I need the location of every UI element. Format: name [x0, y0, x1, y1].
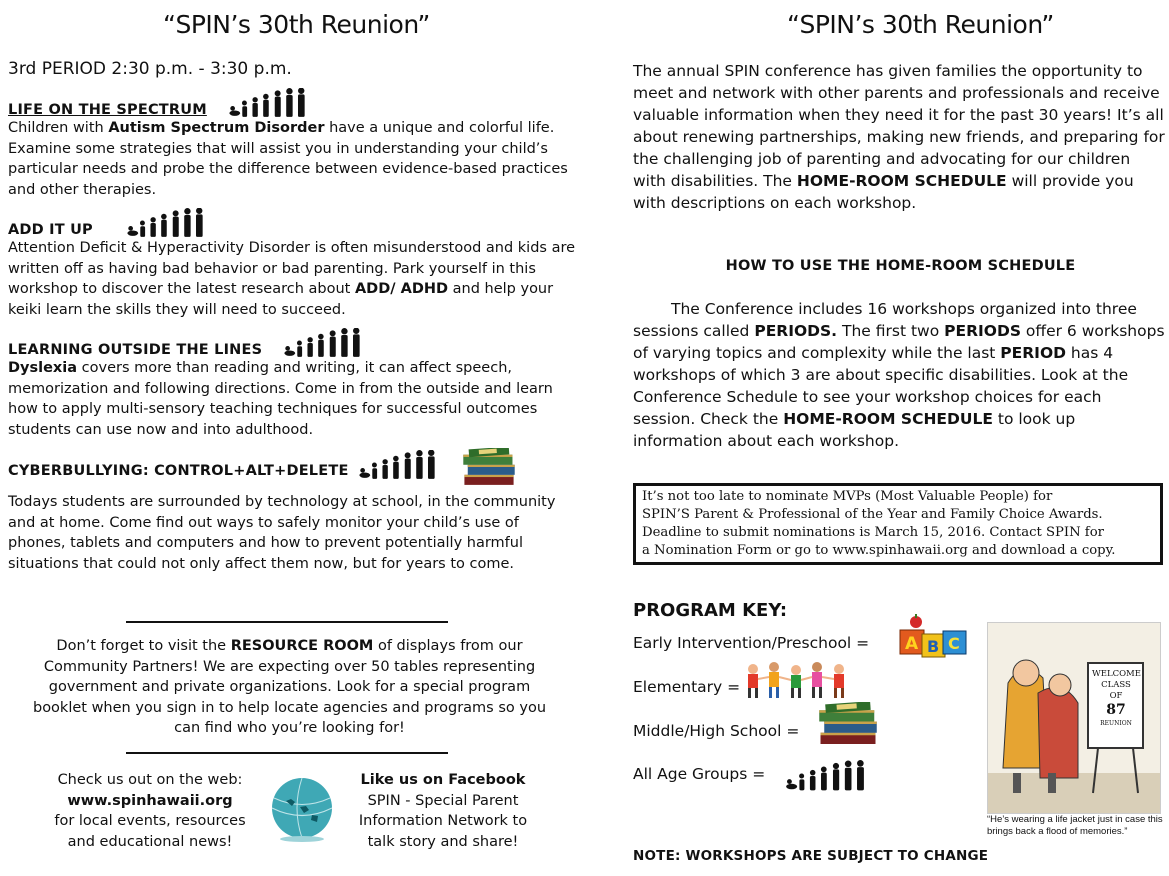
children-playing-icon	[744, 661, 854, 703]
intro-paragraph: The annual SPIN conference has given families the opportunity to meet and network with other parents and professionals and receive valuable information when they need it for the past 30 years! It’s all about renewing partnerships, making new friends, and preparing for the challenging job of parenting and advocating for our children with disabilities. The HOME-ROOM SCHEDULE will provide you with descriptions on each workshop.	[633, 62, 1165, 212]
svg-text:B: B	[927, 637, 940, 656]
workshop-heading: ADD IT UP	[8, 222, 93, 238]
workshop-change-note: NOTE: WORKSHOPS ARE SUBJECT TO CHANGE	[633, 848, 989, 864]
globe-icon	[262, 773, 342, 843]
workshop-life-on-the-spectrum	[8, 88, 578, 200]
divider	[126, 621, 448, 623]
workshop-heading: CYBERBULLYING: CONTROL+ALT+DELETE	[8, 463, 349, 479]
cartoon-sign: WELCOME CLASS OF 87 REUNION	[1092, 669, 1141, 727]
divider	[126, 752, 448, 754]
howto-heading: HOW TO USE THE HOME-ROOM SCHEDULE	[725, 258, 1076, 274]
svg-text:C: C	[948, 634, 960, 653]
workshop-learning-outside-the-lines	[8, 328, 578, 440]
books-icon	[818, 702, 878, 746]
key-elementary: Elementary =	[633, 678, 741, 696]
key-middle-high-school: Middle/High School =	[633, 722, 800, 740]
facebook-info: Like us on Facebook SPIN - Special Parent Information Network to talk story and share!	[335, 770, 551, 852]
svg-text:A: A	[905, 634, 919, 654]
resource-room-note: Don’t forget to visit the RESOURCE ROOM of displays from our Community Partners! We are expecting over 50 tables representing government and private organizations. Look for a special program booklet when you sign in to help locate agencies and programs so you can find who you’re looking for!	[32, 638, 547, 736]
website-link[interactable]: www.spinhawaii.org	[67, 792, 233, 809]
howto-paragraph: The Conference includes 16 workshops organized into three sessions called PERIODS. The first two PERIODS offer 6 workshops of varying topics and complexity while the last PERIOD has 4 workshops of which 3 are about specific disabilities. Look at the Conference Schedule to see your workshop choices for each session. Check the HOME-ROOM SCHEDULE to look up information about each workshop.	[633, 300, 1165, 450]
all-ages-family-icon	[228, 88, 308, 118]
workshop-cyberbullying	[8, 448, 578, 574]
cartoon-image	[987, 622, 1161, 814]
all-ages-family-icon	[126, 208, 206, 238]
all-ages-family-icon	[283, 328, 363, 358]
key-all-age-groups: All Age Groups =	[633, 765, 766, 783]
cartoon-caption: “He’s wearing a life jacket just in case this brings back a flood of memories.”	[987, 814, 1163, 837]
facebook-link[interactable]: Like us on Facebook	[360, 772, 526, 788]
nomination-box: It’s not too late to nominate MVPs (Most Valuable People) for SPIN’S Parent & Professional of the Year and Family Choice Awards. Deadline to submit nominations is March 15, 2016. Contact SPIN for a Nomination Form or go to www.spinhawaii.org and download a copy.	[633, 483, 1163, 565]
key-early-intervention: Early Intervention/Preschool =	[633, 634, 870, 652]
books-middle-high-icon	[462, 448, 516, 486]
workshop-description: Todays students are surrounded by technology at school, in the community and at home. Come find out ways to safely monitor your child’s use of phones, tablets and computers and how to prevent potentially harmful situations that could not only affect them now, but for years to come.	[8, 494, 556, 572]
workshop-description: Attention Deficit & Hyperactivity Disorder is often misunderstood and kids are written off as having bad behavior or bad parenting. Park yourself in this workshop to discover the latest research about ADD/ ADHD and help your keiki learn the skills they will need to succeed.	[8, 240, 576, 318]
all-ages-family-icon	[785, 760, 867, 792]
workshop-heading: LEARNING OUTSIDE THE LINES	[8, 342, 263, 358]
period-time: 3rd PERIOD 2:30 p.m. - 3:30 p.m.	[8, 59, 292, 79]
abc-blocks-icon	[896, 614, 970, 662]
web-info: Check us out on the web: www.spinhawaii.org for local events, resources and educational news!	[44, 770, 256, 852]
program-key-heading: PROGRAM KEY:	[633, 600, 788, 621]
workshop-heading: LIFE ON THE SPECTRUM	[8, 102, 207, 118]
left-title: “SPIN’s 30th Reunion”	[163, 10, 430, 39]
all-ages-family-icon	[358, 450, 438, 480]
right-title: “SPIN’s 30th Reunion”	[787, 10, 1054, 39]
workshop-add-it-up	[8, 208, 578, 320]
workshop-description: Dyslexia covers more than reading and writing, it can affect speech, memorization and following directions. Come in from the outside and learn how to apply multi-sensory teaching techniques for successful outcomes students can use now and into adulthood.	[8, 360, 553, 438]
workshop-description: Children with Autism Spectrum Disorder have a unique and colorful life. Examine some strategies that will assist you in understanding your child’s particular needs and probe the difference between evidence-based practices and other therapies.	[8, 120, 568, 198]
